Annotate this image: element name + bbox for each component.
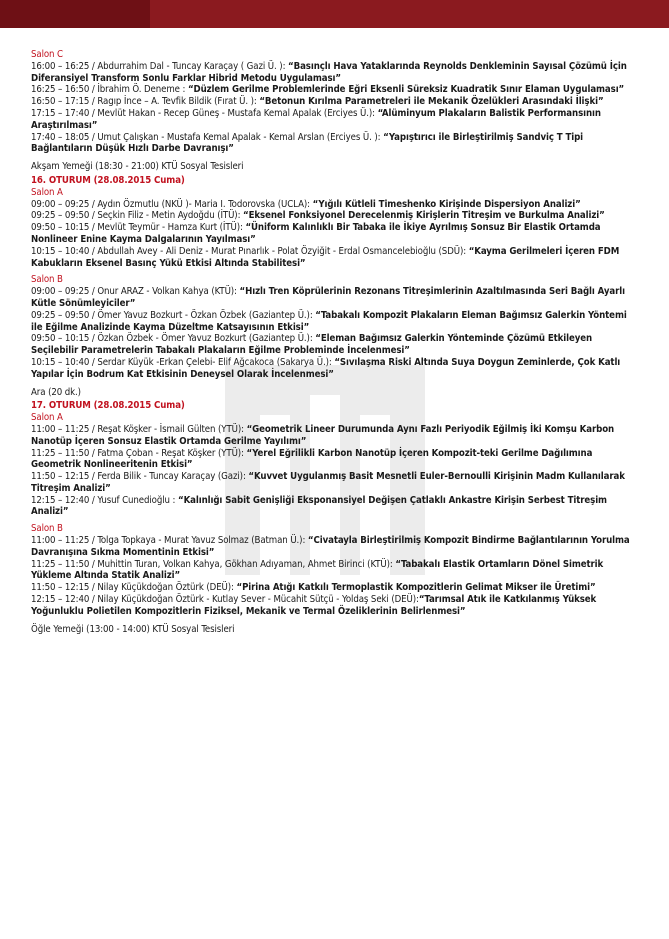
presentation-entry — [31, 559, 641, 583]
session-heading: 16. OTURUM (28.08.2015 Cuma) — [31, 174, 185, 186]
presentation-entry — [31, 132, 641, 156]
presentation-title: “Basınçlı Hava Yataklarında Reynolds Denkleminin Sayısal Çözümü İçin Diferansiyel Transform Sonlu Farklar Hibrid Metodu Uygulaması” — [31, 60, 627, 84]
presentation-title: “Eksenel Fonksiyonel Derecelenmiş Kirişlerin Titreşim ve Burkulma Analizi” — [243, 210, 605, 222]
presentation-entry — [31, 448, 641, 472]
schedule-note: Ara (20 dk.) — [31, 386, 81, 398]
presentation-authors: 10:15 – 10:40 / Serdar Küyük -Erkan Çelebi- Elif Ağcakoca (Sakarya Ü.): — [31, 356, 335, 368]
presentation-title: “Tarımsal Atık ile Katkılanmış Yüksek Yoğunluklu Polietilen Kompozitlerin Fiziksel, Mekanik ve Termal Özeliklerinin Belirlenmesi” — [31, 594, 597, 617]
presentation-authors: 16:50 – 17:15 / Ragıp İnce – A. Tevfik Bildik (Fırat Ü. ): — [31, 96, 260, 108]
presentation-authors: 11:50 – 12:15 / Ferda Bilik - Tuncay Karaçay (Gazi): — [31, 471, 249, 483]
presentation-authors: 12:15 – 12:40 / Yusuf Cunedioğlu : — [31, 494, 178, 506]
presentation-authors: 17:40 – 18:05 / Umut Çalışkan - Mustafa Kemal Apalak - Kemal Arslan (Erciyes Ü. ): — [31, 131, 384, 143]
presentation-title: “Yığılı Kütleli Timeshenko Kirişinde Dispersiyon Analizi” — [312, 198, 581, 210]
presentation-authors: 09:00 – 09:25 / Aydın Özmutlu (NKÜ )- Maria I. Todorovska (UCLA): — [31, 198, 313, 210]
schedule-note: Akşam Yemeği (18:30 - 21:00) KTÜ Sosyal Tesisleri — [31, 161, 244, 173]
salon-heading: Salon B — [31, 274, 63, 286]
presentation-entry — [31, 61, 641, 85]
presentation-title: “Kalınlığı Sabit Genişliği Eksponansiyel Değişen Çatlaklı Ankastre Kirişin Serbest Titreşim Analizi” — [31, 494, 607, 518]
presentation-entry — [31, 222, 641, 246]
presentation-authors: 10:15 – 10:40 / Abdullah Avey - Ali Deniz - Murat Pınarlık - Polat Özyiğit - Erdal Osmancelebioğlu (SDÜ): — [31, 245, 469, 257]
presentation-title: “Civatayla Birleştirilmiş Kompozit Bindirme Bağlantılarının Yorulma Davranışına Sıkma Momentinin Etkisi” — [31, 535, 630, 558]
presentation-authors: 09:50 – 10:15 / Mevlüt Teymür - Hamza Kurt (İTÜ): — [31, 222, 246, 234]
presentation-title: “Hızlı Tren Köprülerinin Rezonans Titreşimlerinin Azaltılmasında Seri Bağlı Ayarlı Kütle Sönümleyiciler” — [31, 286, 625, 309]
presentation-authors: 12:15 – 12:40 / Nilay Küçükdoğan Öztürk - Kutlay Sever - Mücahit Sütçü - Yoldaş Seki (DEÜ): — [31, 594, 419, 606]
session-heading: 17. OTURUM (28.08.2015 Cuma) — [31, 400, 185, 412]
presentation-entry — [31, 495, 641, 519]
presentation-entry — [31, 199, 641, 211]
presentation-title: “Yerel Eğrilikli Karbon Nanotüp İçeren Kompozit-teki Gerilme Dağılımına Geometrik Nonlineeritenin Etkisi” — [31, 447, 593, 471]
presentation-entry — [31, 594, 641, 618]
presentation-title: “Tabakalı Elastik Ortamların Dönel Simetrik Yükleme Altında Statik Analizi” — [31, 558, 604, 582]
presentation-authors: 11:50 – 12:15 / Nilay Küçükdoğan Öztürk (DEÜ): — [31, 582, 237, 594]
presentation-entry — [31, 210, 641, 222]
presentation-entry — [31, 310, 641, 334]
presentation-title: “Alüminyum Plakaların Balistik Performansının Araştırılması” — [31, 107, 601, 131]
presentation-title: “Pirina Atığı Katkılı Termoplastik Kompozitlerin Gelimat Mikser ile Üretimi” — [236, 582, 596, 594]
presentation-entry — [31, 535, 641, 559]
presentation-authors: 11:25 – 11:50 / Fatma Çoban - Reşat Köşker (YTÜ): — [31, 447, 247, 459]
presentation-authors: 16:25 – 16:50 / İbrahim Ö. Deneme : — [31, 84, 188, 96]
salon-heading: Salon A — [31, 412, 63, 424]
presentation-title: “Kayma Gerilmeleri İçeren FDM Kabukların Eksenel Basınç Yükü Etkisi Altında Stabilitesi” — [31, 245, 620, 269]
presentation-entry — [31, 357, 641, 381]
presentation-authors: 09:50 – 10:15 / Özkan Özbek - Ömer Yavuz Bozkurt (Gaziantep Ü.): — [31, 333, 316, 345]
presentation-title: “Eleman Bağımsız Galerkin Yönteminde Çözümü Etkileyen Seçilebilir Parametrelerin Tabakalı Plakaların Eğilme Probleminde İncelenmesi” — [31, 333, 593, 357]
program-content — [31, 49, 641, 637]
presentation-entry — [31, 108, 641, 132]
salon-heading: Salon C — [31, 49, 63, 60]
presentation-title: “Üniform Kalınlıklı Bir Tabaka ile İkiye Ayrılmış Sonsuz Bir Elastik Ortamda Nonlineer Enine Kayma Dalgalarının Yayılması” — [31, 222, 601, 245]
presentation-entry — [31, 96, 641, 108]
presentation-authors: 11:25 – 11:50 / Muhittin Turan, Volkan Kahya, Gökhan Adıyaman, Ahmet Birinci (KTÜ): — [31, 558, 396, 570]
presentation-title: “Betonun Kırılma Parametreleri ile Mekanik Özelükleri Arasındaki İlişki” — [259, 96, 604, 108]
presentation-entry — [31, 424, 641, 448]
presentation-entry — [31, 471, 641, 495]
header-bar — [0, 0, 669, 28]
presentation-authors: 09:25 – 09:50 / Seçkin Filiz - Metin Aydoğdu (İTÜ): — [31, 210, 244, 222]
header-tab — [0, 0, 150, 28]
presentation-title: “Yapıştırıcı ile Birleştirilmiş Sandviç T Tipi Bağlantıların Düşük Hızlı Darbe Davranışı” — [31, 131, 584, 155]
presentation-authors: 17:15 – 17:40 / Mevlüt Hakan - Recep Güneş - Mustafa Kemal Apalak (Erciyes Ü.): — [31, 107, 378, 119]
salon-heading: Salon B — [31, 523, 63, 535]
presentation-title: “Geometrik Lineer Durumunda Aynı Fazlı Periyodik Eğilmiş İki Komşu Karbon Nanotüp İçeren Sonsuz Elastik Ortamda Gerilme Yayılımı” — [31, 423, 615, 447]
presentation-authors: 09:00 – 09:25 / Onur ARAZ - Volkan Kahya (KTÜ): — [31, 286, 240, 298]
schedule-note: Öğle Yemeği (13:00 - 14:00) KTÜ Sosyal Tesisleri — [31, 623, 235, 635]
presentation-entry — [31, 246, 641, 270]
presentation-authors: 11:00 – 11:25 / Tolga Topkaya - Murat Yavuz Solmaz (Batman Ü.): — [31, 535, 308, 547]
presentation-authors: 09:25 – 09:50 / Ömer Yavuz Bozkurt - Özkan Özbek (Gaziantep Ü.): — [31, 309, 316, 321]
presentation-entry — [31, 582, 641, 594]
salon-heading: Salon A — [31, 186, 63, 198]
presentation-entry — [31, 84, 641, 96]
presentation-title: “Düzlem Gerilme Problemlerinde Eğri Eksenli Süreksiz Kuadratik Sınır Elaman Uygulaması” — [187, 84, 625, 96]
presentation-entry — [31, 333, 641, 357]
presentation-entry — [31, 286, 641, 310]
presentation-title: “Kuvvet Uygulanmış Basit Mesnetli Euler-Bernoulli Kirişinin Madm Kullanılarak Titreşim Analizi” — [31, 471, 625, 494]
presentation-authors: 16:00 – 16:25 / Abdurrahim Dal - Tuncay Karaçay ( Gazi Ü. ): — [31, 60, 289, 72]
presentation-title: “Tabakalı Kompozit Plakaların Eleman Bağımsız Galerkin Yöntemi ile Eğilme Analizinde Kayma Düzeltme Katsayısının Etkisi” — [31, 309, 627, 333]
presentation-authors: 11:00 – 11:25 / Reşat Köşker - İsmail Gülten (YTÜ): — [31, 423, 247, 435]
presentation-title: “Sıvılaşma Riski Altında Suya Doygun Zeminlerde, Çok Katlı Yapılar İçin Bodrum Kat Etkisinin Deneysel Olarak İncelenmesi” — [31, 356, 621, 380]
